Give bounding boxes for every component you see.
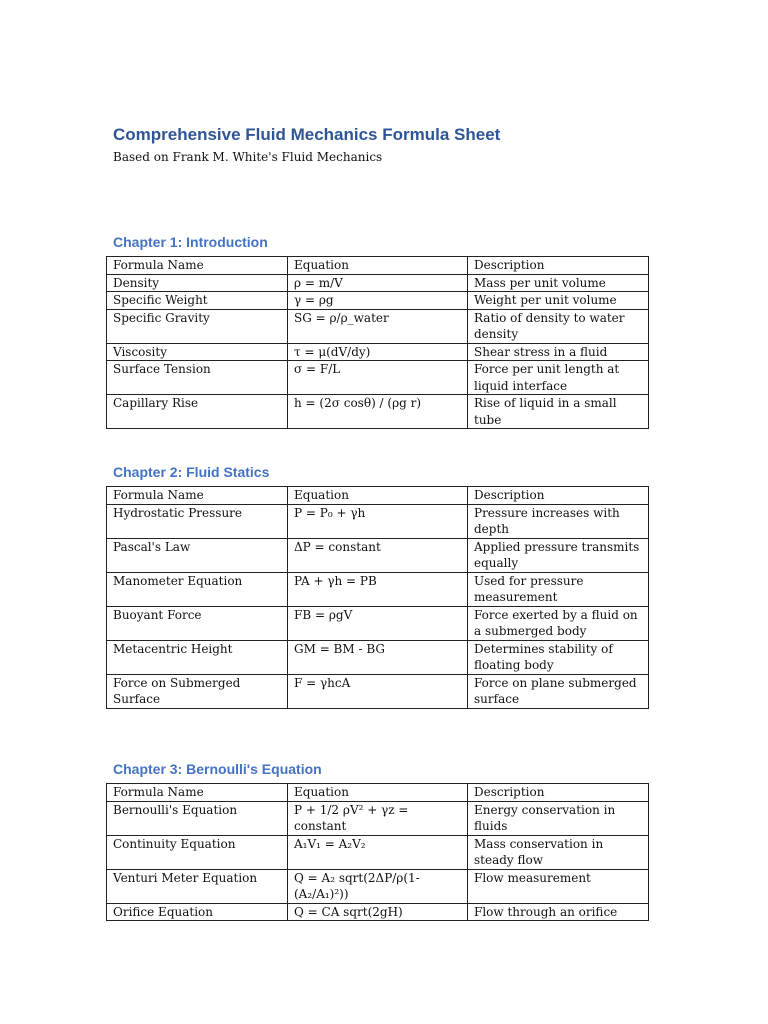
formula-name-cell: Force on Submerged Surface bbox=[107, 674, 288, 708]
description-cell: Rise of liquid in a small tube bbox=[468, 395, 649, 429]
equation-cell: PA + γh = PB bbox=[288, 572, 468, 606]
equation-cell: ρ = m/V bbox=[288, 274, 468, 292]
table-row bbox=[107, 361, 649, 395]
header-description: Description bbox=[468, 257, 649, 275]
description-cell: Weight per unit volume bbox=[468, 292, 649, 310]
table-row bbox=[107, 572, 649, 606]
header-description: Description bbox=[468, 784, 649, 802]
equation-cell: SG = ρ/ρ_water bbox=[288, 309, 468, 343]
formula-name-cell: Hydrostatic Pressure bbox=[107, 504, 288, 538]
formula-name-cell: Bernoulli's Equation bbox=[107, 801, 288, 835]
description-cell: Force on plane submerged surface bbox=[468, 674, 649, 708]
description-cell: Energy conservation in fluids bbox=[468, 801, 649, 835]
equation-cell: A₁V₁ = A₂V₂ bbox=[288, 835, 468, 869]
description-cell: Force exerted by a fluid on a submerged body bbox=[468, 606, 649, 640]
table-row bbox=[107, 343, 649, 361]
document-subtitle: Based on Frank M. White's Fluid Mechanics bbox=[113, 150, 383, 164]
table-header-row bbox=[107, 487, 649, 505]
formula-name-cell: Orifice Equation bbox=[107, 903, 288, 921]
chapter-1-table bbox=[106, 256, 649, 429]
document-title: Comprehensive Fluid Mechanics Formula Sheet bbox=[113, 125, 501, 144]
description-cell: Flow measurement bbox=[468, 869, 649, 903]
table-row bbox=[107, 538, 649, 572]
formula-name-cell: Venturi Meter Equation bbox=[107, 869, 288, 903]
equation-cell: F = γhcA bbox=[288, 674, 468, 708]
formula-name-cell: Buoyant Force bbox=[107, 606, 288, 640]
formula-name-cell: Viscosity bbox=[107, 343, 288, 361]
formula-name-cell: Surface Tension bbox=[107, 361, 288, 395]
header-formula-name: Formula Name bbox=[107, 257, 288, 275]
equation-cell: P + 1/2 ρV² + γz = constant bbox=[288, 801, 468, 835]
equation-cell: P = P₀ + γh bbox=[288, 504, 468, 538]
table-row bbox=[107, 801, 649, 835]
table-row bbox=[107, 274, 649, 292]
description-cell: Pressure increases with depth bbox=[468, 504, 649, 538]
equation-cell: σ = F/L bbox=[288, 361, 468, 395]
header-equation: Equation bbox=[288, 487, 468, 505]
description-cell: Mass per unit volume bbox=[468, 274, 649, 292]
header-formula-name: Formula Name bbox=[107, 784, 288, 802]
table-row bbox=[107, 309, 649, 343]
formula-name-cell: Pascal's Law bbox=[107, 538, 288, 572]
table-header-row bbox=[107, 784, 649, 802]
equation-cell: ΔP = constant bbox=[288, 538, 468, 572]
formula-name-cell: Density bbox=[107, 274, 288, 292]
formula-name-cell: Metacentric Height bbox=[107, 640, 288, 674]
equation-cell: γ = ρg bbox=[288, 292, 468, 310]
equation-cell: Q = CA sqrt(2gH) bbox=[288, 903, 468, 921]
equation-cell: GM = BM - BG bbox=[288, 640, 468, 674]
table-row bbox=[107, 504, 649, 538]
table-row bbox=[107, 869, 649, 903]
description-cell: Ratio of density to water density bbox=[468, 309, 649, 343]
formula-name-cell: Specific Weight bbox=[107, 292, 288, 310]
header-equation: Equation bbox=[288, 784, 468, 802]
formula-name-cell: Specific Gravity bbox=[107, 309, 288, 343]
table-header-row bbox=[107, 257, 649, 275]
chapter-3-heading: Chapter 3: Bernoulli's Equation bbox=[113, 761, 322, 777]
chapter-3-table bbox=[106, 783, 649, 921]
formula-name-cell: Manometer Equation bbox=[107, 572, 288, 606]
chapter-1-heading: Chapter 1: Introduction bbox=[113, 234, 268, 250]
table-row bbox=[107, 674, 649, 708]
equation-cell: h = (2σ cosθ) / (ρg r) bbox=[288, 395, 468, 429]
description-cell: Used for pressure measurement bbox=[468, 572, 649, 606]
chapter-2-heading: Chapter 2: Fluid Statics bbox=[113, 464, 270, 480]
header-equation: Equation bbox=[288, 257, 468, 275]
description-cell: Applied pressure transmits equally bbox=[468, 538, 649, 572]
table-row bbox=[107, 292, 649, 310]
table-row bbox=[107, 606, 649, 640]
header-formula-name: Formula Name bbox=[107, 487, 288, 505]
chapter-2-table bbox=[106, 486, 649, 709]
equation-cell: FB = ρgV bbox=[288, 606, 468, 640]
description-cell: Determines stability of floating body bbox=[468, 640, 649, 674]
table-row bbox=[107, 835, 649, 869]
table-row bbox=[107, 395, 649, 429]
description-cell: Force per unit length at liquid interface bbox=[468, 361, 649, 395]
description-cell: Flow through an orifice bbox=[468, 903, 649, 921]
table-row bbox=[107, 903, 649, 921]
formula-name-cell: Continuity Equation bbox=[107, 835, 288, 869]
equation-cell: Q = A₂ sqrt(2ΔP/ρ(1-(A₂/A₁)²)) bbox=[288, 869, 468, 903]
description-cell: Shear stress in a fluid bbox=[468, 343, 649, 361]
equation-cell: τ = μ(dV/dy) bbox=[288, 343, 468, 361]
description-cell: Mass conservation in steady flow bbox=[468, 835, 649, 869]
table-row bbox=[107, 640, 649, 674]
formula-name-cell: Capillary Rise bbox=[107, 395, 288, 429]
header-description: Description bbox=[468, 487, 649, 505]
